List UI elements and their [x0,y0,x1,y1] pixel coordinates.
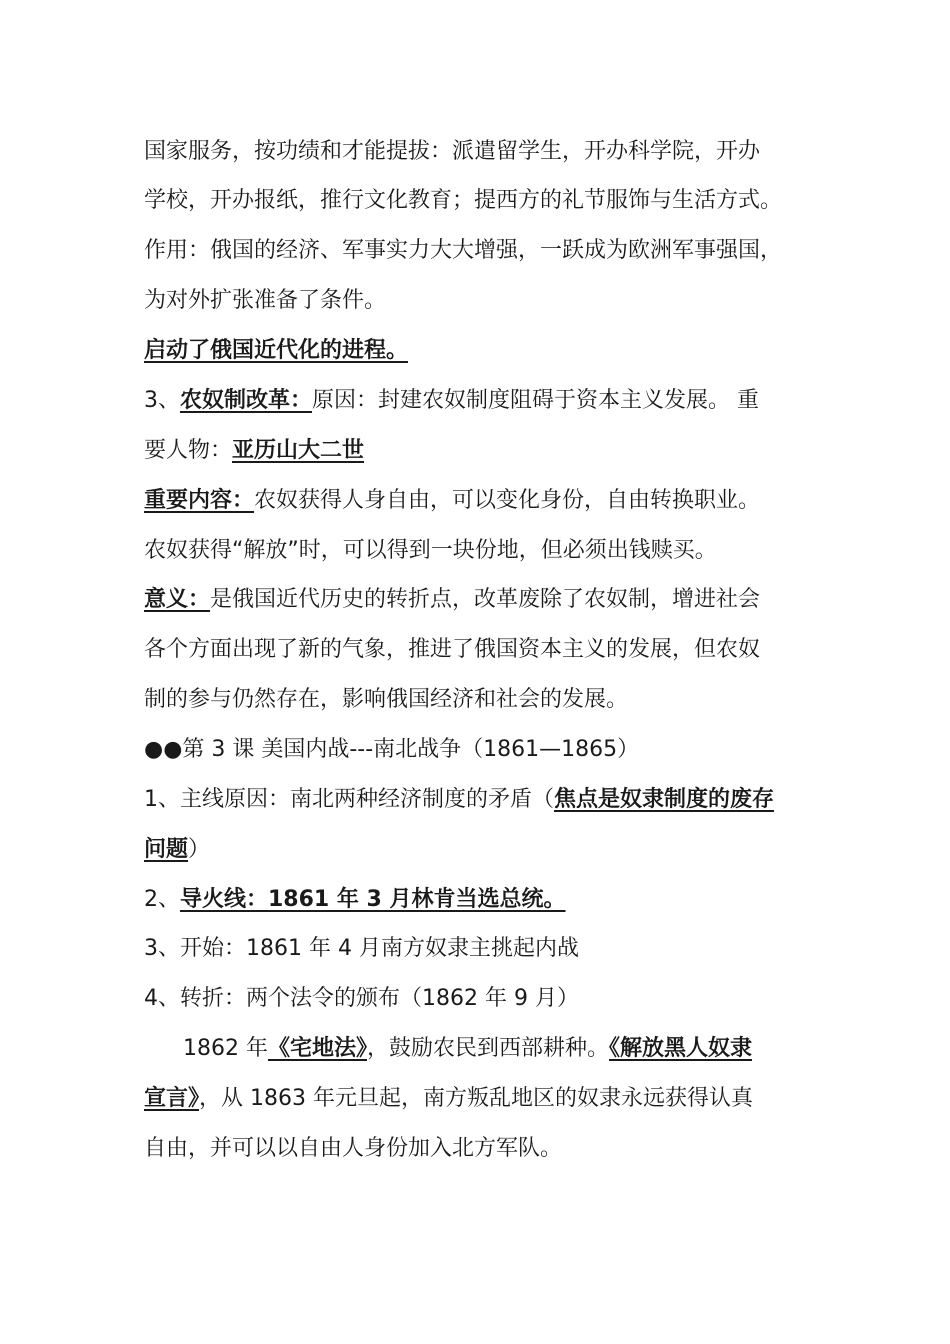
text: 4、转折：两个法令的颁布（1862 年 9 月） [144,986,579,1011]
text-line [183,1034,824,1064]
text: 3、开始：1861 年 4 月南方奴隶主挑起内战 [144,936,579,961]
text: 3、 [144,388,180,413]
text-line [144,835,824,865]
text-line [144,635,824,665]
text: 2、 [144,887,180,912]
text-line [144,1134,824,1164]
text-line [144,486,824,516]
text: ，从 1863 年元旦起，南方叛乱地区的奴隶永远获得认真 [199,1086,753,1111]
text-line [144,536,824,566]
bold-underlined-text: 农奴制改革： [180,388,313,413]
text-line [144,785,824,815]
text: 农奴获得人身自由，可以变化身份，自由转换职业。 [254,488,761,513]
text: 要人物： [144,438,233,463]
bold-underlined-text: 重要内容： [144,488,255,513]
text-line [144,436,824,466]
text-line [144,336,824,366]
text: 制的参与仍然存在，影响俄国经济和社会的发展。 [144,687,629,712]
text: 自由，并可以以自由人身份加入北方军队。 [144,1136,563,1161]
text-line [144,934,824,964]
text-line [144,137,824,167]
text: ，鼓励农民到西部耕种。 [367,1036,610,1061]
text-line [144,236,824,266]
bold-underlined-text: 问题 [144,837,189,862]
text: 国家服务，按功绩和才能提拔：派遣留学生，开办科学院，开办 [144,139,761,164]
text: 1862 年 [183,1036,268,1061]
text-line [144,286,824,316]
text-line [144,386,824,416]
text: 为对外扩张准备了条件。 [144,288,387,313]
text: 1、主线原因：南北两种经济制度的矛盾（ [144,787,554,812]
text-line [144,685,824,715]
bold-underlined-text: 导火线：1861 年 3 月林肯当选总统。 [180,887,566,912]
text-line [144,1084,824,1114]
text-line [144,885,824,915]
text-line [144,984,824,1014]
bold-underlined-text: 宣言》 [144,1086,200,1111]
bold-underlined-text: 焦点是奴隶制度的废存 [554,787,775,812]
text: ●●第 3 课 美国内战---南北战争（1861—1865） [144,737,640,762]
text: 各个方面出现了新的气象，推进了俄国资本主义的发展，但农奴 [144,637,761,662]
text: 农奴获得“解放”时，可以得到一块份地，但必须出钱赎买。 [144,538,717,563]
section-heading [144,735,824,765]
text-line [144,186,824,216]
bold-underlined-text: 意义： [144,587,211,612]
text: 作用：俄国的经济、军事实力大大增强，一跃成为欧洲军事强国， [144,238,783,263]
text: 原因：封建农奴制度阻碍于资本主义发展。 重 [312,388,760,413]
text-line [144,585,824,615]
bold-underlined-text: 《宅地法》 [267,1036,367,1061]
bold-underlined-text: 亚历山大二世 [232,438,365,463]
bold-underlined-text: 启动了俄国近代化的进程。 [144,338,409,363]
text: ） [188,837,211,862]
bold-underlined-text: 《解放黑人奴隶 [609,1036,753,1061]
text: 学校，开办报纸，推行文化教育；提西方的礼节服饰与生活方式。 [144,188,783,213]
text: 是俄国近代历史的转折点，改革废除了农奴制，增进社会 [210,587,761,612]
